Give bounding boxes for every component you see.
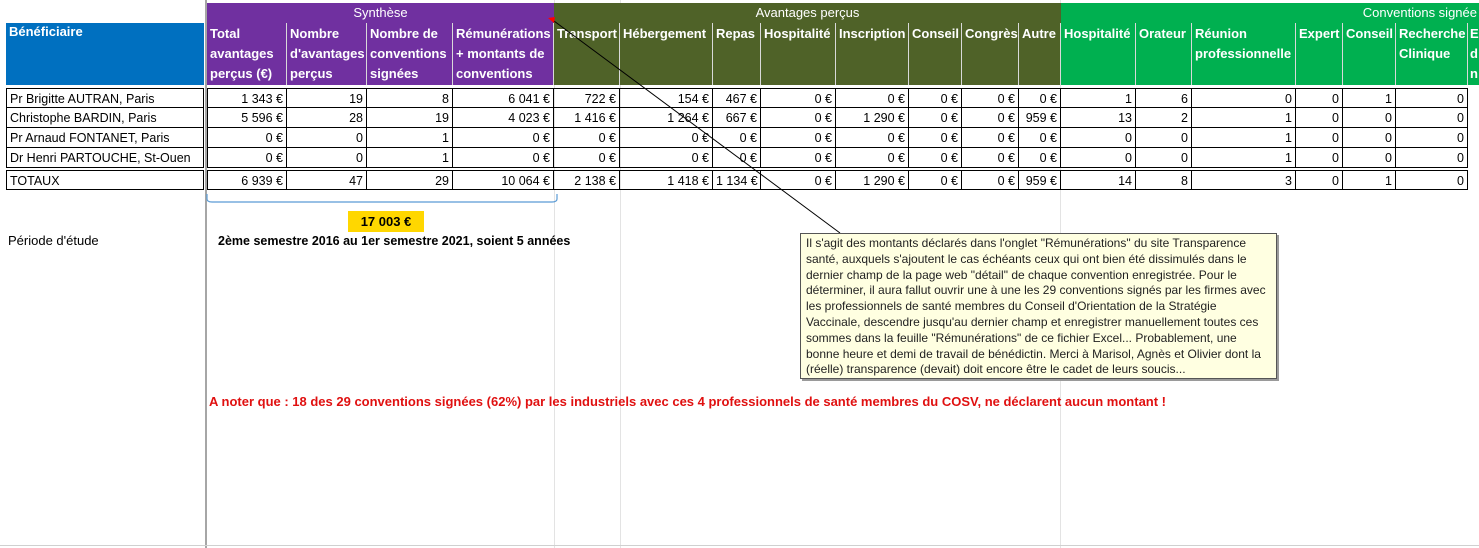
header-conv-recherche: Recherche Clinique [1396, 23, 1468, 85]
table-cell[interactable]: 2 138 € [554, 170, 620, 190]
header-hebergement: Hébergement [620, 23, 713, 85]
header-remunerations: Rémunérations + montants de conventions [453, 23, 554, 85]
cell-comment: Il s'agit des montants déclarés dans l'onglet "Rémunérations" du site Transparence santé, auxquels s'ajoutent le cas échéants ceux qui ont bien été dissimulés dans le dernier champ de la page web "détail" de chaque convention enregistrée. Pour le déterminer, il aura fallut ouvrir une à une les 29 conventions signés par les firmes avec les professionnels de santé membres du Conseil d'Orientation de la Stratégie Vaccinale, descendre jusqu'au dernier champ et enregistrer manuellement toutes ces sommes dans la feuille "Rémunérations" de ce fichier Excel... Probablement, une bonne heure et demi de travail de bénédictin. Merci à Marisol, Agnès et Olivier dont la (réelle) transparence (devait) doit encore être le cadet de leurs soucis... [800, 233, 1277, 379]
table-cell[interactable]: 0 € [1019, 88, 1061, 108]
table-cell[interactable]: 0 [1296, 148, 1343, 168]
header-conv-extra: E d n [1468, 23, 1479, 85]
header-conv-orateur: Orateur [1136, 23, 1192, 85]
table-cell[interactable]: 0 [287, 148, 367, 168]
table-cell[interactable]: 4 023 € [453, 108, 554, 128]
table-cell[interactable]: 10 064 € [453, 170, 554, 190]
table-cell[interactable]: 0 [1136, 148, 1192, 168]
beneficiary-name[interactable]: Pr Arnaud FONTANET, Paris [6, 128, 204, 148]
table-cell[interactable]: 19 [367, 108, 453, 128]
table-cell[interactable]: 0 [1296, 88, 1343, 108]
table-cell[interactable]: 0 € [1019, 148, 1061, 168]
table-cell[interactable]: 1 416 € [554, 108, 620, 128]
table-cell[interactable]: 13 [1061, 108, 1136, 128]
table-cell[interactable]: 0 € [962, 148, 1019, 168]
table-cell[interactable]: 1 264 € [620, 108, 713, 128]
header-conv-reunion: Réunion professionnelle [1192, 23, 1296, 85]
table-cell[interactable]: 959 € [1019, 108, 1061, 128]
beneficiary-name[interactable]: Dr Henri PARTOUCHE, St-Ouen [6, 148, 204, 168]
table-cell[interactable]: 0 [1396, 170, 1468, 190]
table-cell[interactable]: 0 [1396, 148, 1468, 168]
table-cell[interactable]: 0 € [554, 148, 620, 168]
header-repas: Repas [713, 23, 761, 85]
table-cell[interactable]: 0 € [761, 108, 836, 128]
table-cell[interactable]: 1 290 € [836, 170, 909, 190]
table-cell[interactable]: 1 343 € [207, 88, 287, 108]
table-cell[interactable]: 0 € [554, 128, 620, 148]
header-conv-conseil: Conseil [1343, 23, 1396, 85]
sheet-border-bottom [0, 545, 1479, 546]
table-cell[interactable]: 722 € [554, 88, 620, 108]
table-cell[interactable]: 0 [1296, 108, 1343, 128]
header-autre: Autre [1019, 23, 1061, 85]
table-cell[interactable]: 0 [1396, 108, 1468, 128]
table-cell[interactable]: 1 [1343, 170, 1396, 190]
table-cell[interactable]: 1 290 € [836, 108, 909, 128]
table-cell[interactable]: 667 € [713, 108, 761, 128]
table-cell[interactable]: 0 € [761, 128, 836, 148]
brace-synthese [205, 193, 561, 209]
table-cell[interactable]: 0 € [713, 128, 761, 148]
group-conventions: Conventions signée [1061, 3, 1479, 23]
table-cell[interactable]: 0 € [620, 148, 713, 168]
table-cell[interactable]: 0 € [761, 88, 836, 108]
periode-label: Période d'étude [8, 233, 99, 248]
table-cell[interactable]: 47 [287, 170, 367, 190]
table-cell[interactable]: 0 [1343, 108, 1396, 128]
table-cell[interactable]: 0 € [962, 88, 1019, 108]
table-cell[interactable]: 8 [1136, 170, 1192, 190]
header-conv-expert: Expert [1296, 23, 1343, 85]
table-cell[interactable]: 1 [1192, 148, 1296, 168]
table-cell[interactable]: 0 [1396, 128, 1468, 148]
table-cell[interactable]: 0 € [962, 108, 1019, 128]
table-cell[interactable]: 0 € [620, 128, 713, 148]
header-conv-hospitalite: Hospitalité [1061, 23, 1136, 85]
periode-value: 2ème semestre 2016 au 1er semestre 2021, soient 5 années [218, 234, 571, 248]
beneficiary-name[interactable]: Christophe BARDIN, Paris [6, 108, 204, 128]
header-transport: Transport [554, 23, 620, 85]
sum-total-badge: 17 003 € [348, 211, 424, 232]
table-cell[interactable]: 0 € [909, 170, 962, 190]
table-cell[interactable]: 29 [367, 170, 453, 190]
group-synthese: Synthèse [207, 3, 554, 23]
table-cell[interactable]: 0 [1296, 170, 1343, 190]
header-conseil: Conseil [909, 23, 962, 85]
table-cell[interactable]: 0 € [761, 148, 836, 168]
table-cell[interactable]: 0 € [836, 128, 909, 148]
table-cell[interactable]: 0 € [909, 148, 962, 168]
table-cell[interactable]: 0 [1136, 128, 1192, 148]
header-nb-conventions: Nombre de conventions signées [367, 23, 453, 85]
header-nb-avantages: Nombre d'avantages perçus [287, 23, 367, 85]
table-cell[interactable]: 0 [1296, 128, 1343, 148]
table-cell[interactable]: 1 134 € [713, 170, 761, 190]
table-cell[interactable]: 0 € [453, 148, 554, 168]
table-cell[interactable]: 0 € [909, 108, 962, 128]
table-cell[interactable]: 154 € [620, 88, 713, 108]
table-cell[interactable]: 28 [287, 108, 367, 128]
header-inscription: Inscription [836, 23, 909, 85]
table-cell[interactable]: 0 € [909, 128, 962, 148]
table-cell[interactable]: 6 [1136, 88, 1192, 108]
table-cell[interactable]: 0 [1396, 88, 1468, 108]
table-cell[interactable]: 0 € [962, 170, 1019, 190]
header-congres: Congrès [962, 23, 1019, 85]
table-cell[interactable]: 0 [1061, 128, 1136, 148]
table-cell[interactable]: 8 [367, 88, 453, 108]
table-cell[interactable]: 1 [1192, 108, 1296, 128]
header-total: Total avantages perçus (€) [207, 23, 287, 85]
table-cell[interactable]: 0 € [713, 148, 761, 168]
table-cell[interactable]: 5 596 € [207, 108, 287, 128]
table-cell[interactable]: 0 € [909, 88, 962, 108]
table-cell[interactable]: 0 € [1019, 128, 1061, 148]
table-cell[interactable]: 14 [1061, 170, 1136, 190]
table-cell[interactable]: 1 [367, 128, 453, 148]
table-cell[interactable]: 1 418 € [620, 170, 713, 190]
table-cell[interactable]: 1 [1192, 128, 1296, 148]
table-cell[interactable]: 0 € [836, 148, 909, 168]
table-cell[interactable]: 0 [1192, 88, 1296, 108]
table-cell[interactable]: 0 € [836, 88, 909, 108]
table-cell[interactable]: 2 [1136, 108, 1192, 128]
table-cell[interactable]: 0 € [962, 128, 1019, 148]
totals-label[interactable]: TOTAUX [6, 170, 204, 190]
table-cell[interactable]: 6 939 € [207, 170, 287, 190]
table-cell[interactable]: 6 041 € [453, 88, 554, 108]
table-cell[interactable]: 1 [1061, 88, 1136, 108]
table-cell[interactable]: 0 € [207, 148, 287, 168]
table-cell[interactable]: 0 € [207, 128, 287, 148]
table-cell[interactable]: 0 € [453, 128, 554, 148]
group-avantages: Avantages perçus [554, 3, 1061, 23]
header-beneficiaire: Bénéficiaire [6, 23, 204, 85]
table-cell[interactable]: 0 [287, 128, 367, 148]
table-cell[interactable]: 0 [1343, 128, 1396, 148]
table-cell[interactable]: 467 € [713, 88, 761, 108]
table-cell[interactable]: 0 [1343, 148, 1396, 168]
beneficiary-name[interactable]: Pr Brigitte AUTRAN, Paris [6, 88, 204, 108]
note-warning: A noter que : 18 des 29 conventions signées (62%) par les industriels avec ces 4 professionnels de santé membres du COSV, ne déclarent aucun montant ! [209, 394, 1167, 409]
table-cell[interactable]: 3 [1192, 170, 1296, 190]
table-cell[interactable]: 0 [1061, 148, 1136, 168]
header-hospitalite: Hospitalité [761, 23, 836, 85]
table-cell[interactable]: 19 [287, 88, 367, 108]
table-cell[interactable]: 1 [367, 148, 453, 168]
table-cell[interactable]: 0 € [761, 170, 836, 190]
table-cell[interactable]: 1 [1343, 88, 1396, 108]
table-cell[interactable]: 959 € [1019, 170, 1061, 190]
